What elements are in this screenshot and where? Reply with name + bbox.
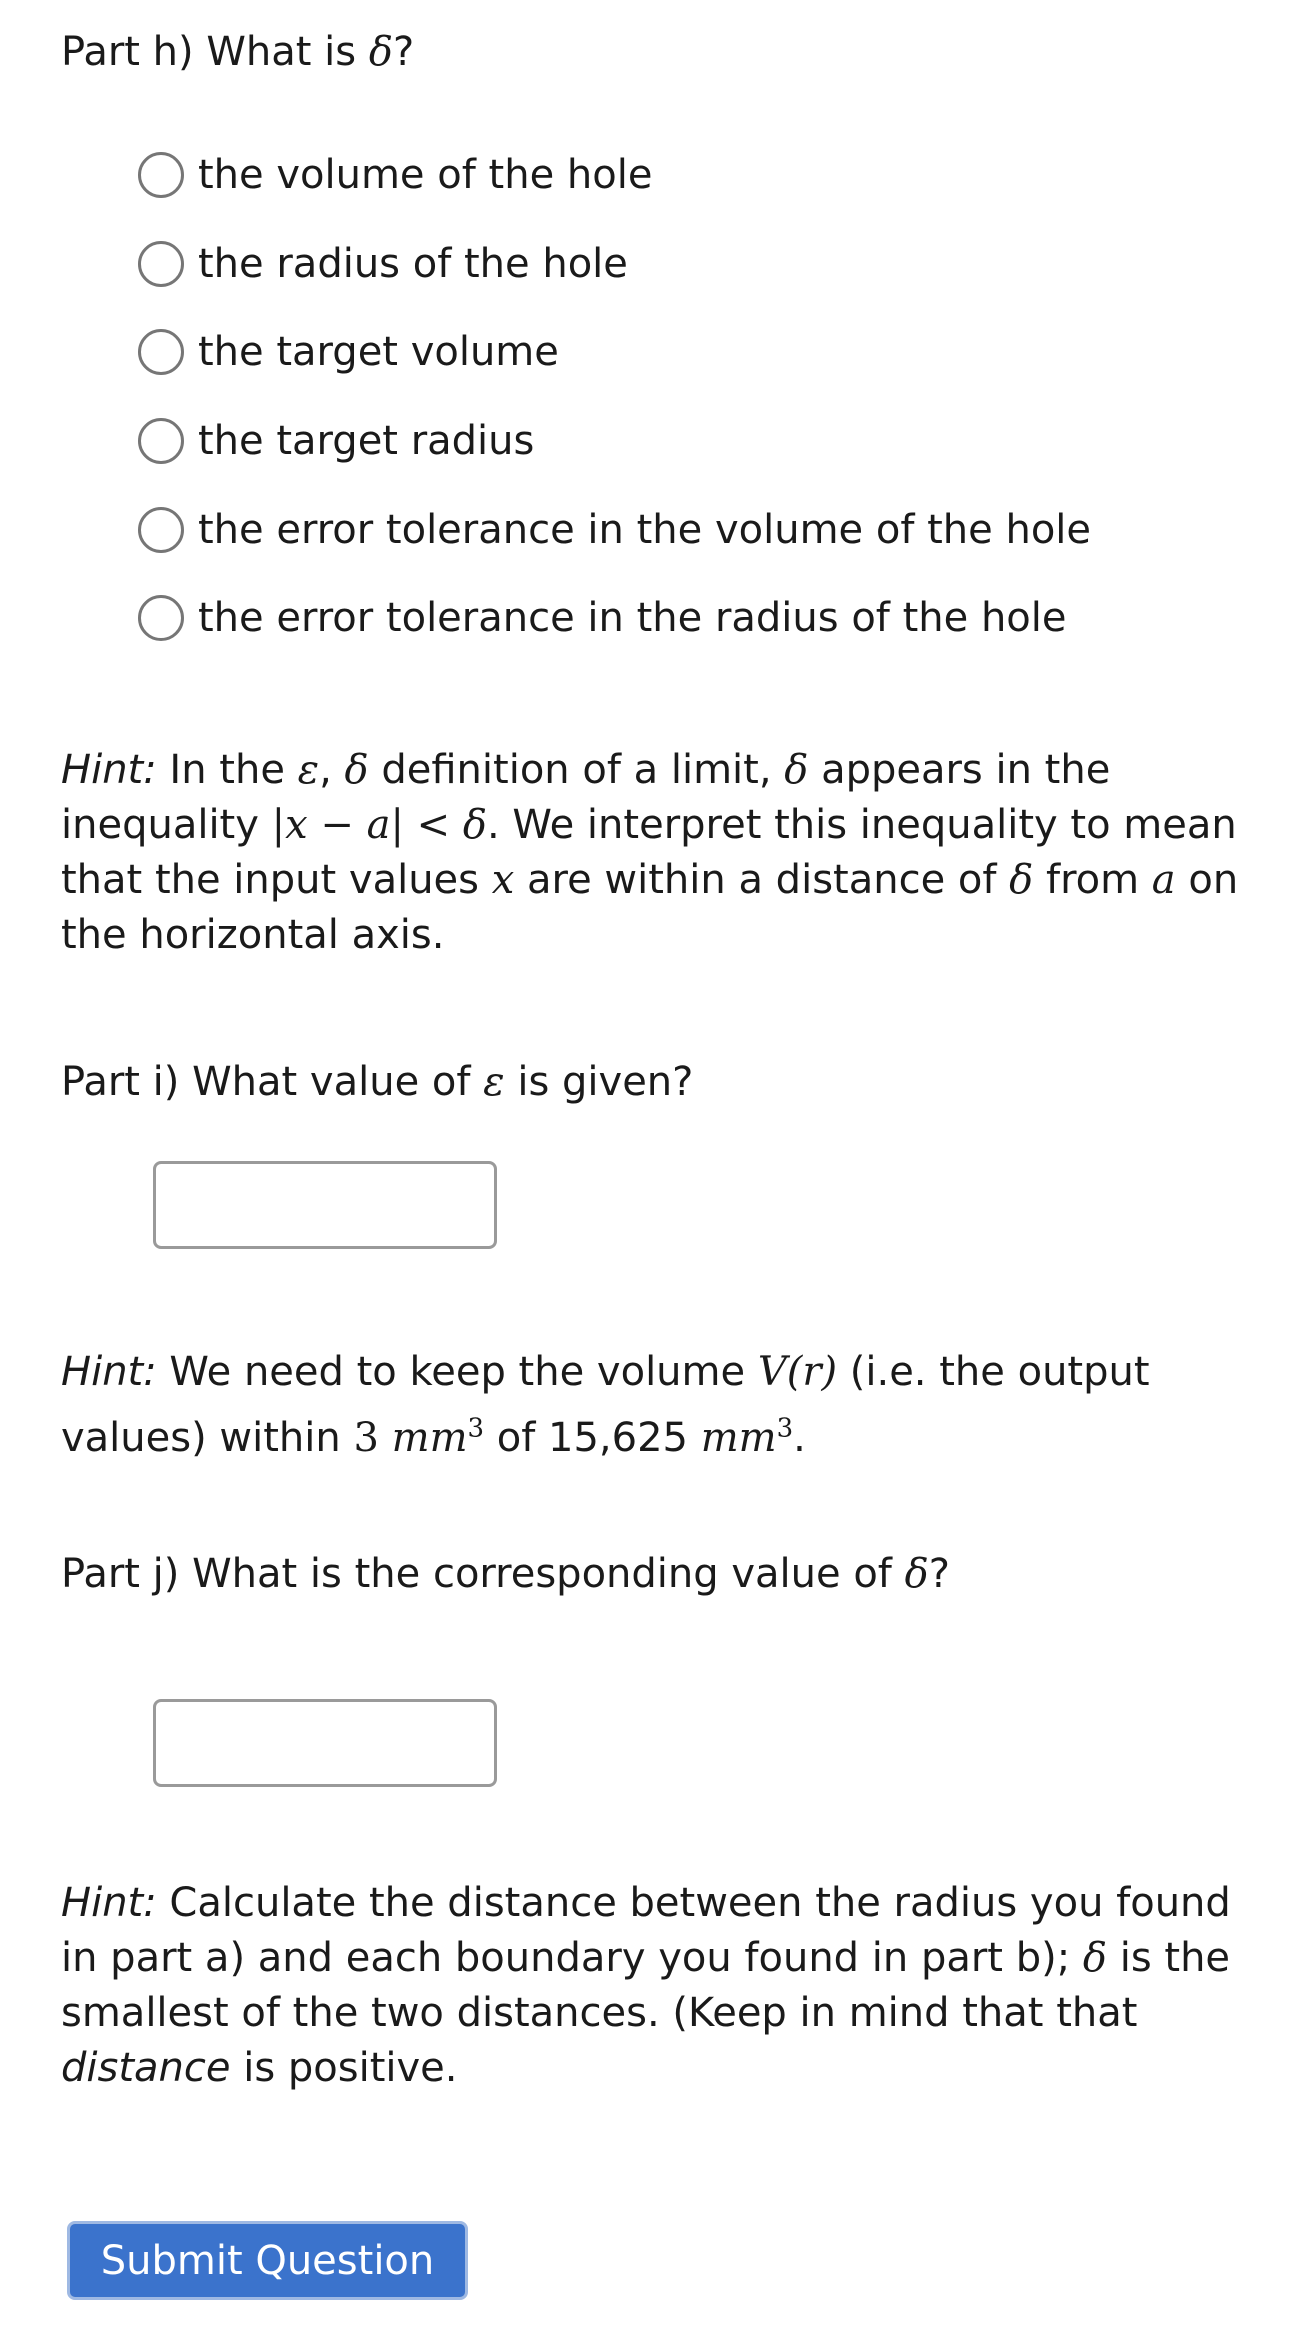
inequality: |x − a| < δ bbox=[271, 802, 487, 848]
delta-symbol: δ bbox=[368, 29, 393, 75]
hint-label: Hint: bbox=[61, 1880, 157, 1926]
option-label: the target volume bbox=[198, 329, 559, 376]
radio-button[interactable] bbox=[138, 329, 184, 375]
hint-part-j: Hint: Calculate the distance between the radius you found in part a) and each boundary you found in part b); δ is the smallest of the two distances. (Keep in mind that that distance is positive. bbox=[61, 1880, 1231, 2091]
volume-function: V(r) bbox=[757, 1349, 838, 1395]
radio-button[interactable] bbox=[138, 595, 184, 641]
part-h-prompt: Part h) What is δ? bbox=[61, 29, 415, 75]
delta-symbol: δ bbox=[904, 1551, 929, 1597]
radio-button[interactable] bbox=[138, 241, 184, 287]
hint-label: Hint: bbox=[61, 1349, 157, 1395]
hint-label: Hint: bbox=[61, 747, 157, 793]
option-label: the volume of the hole bbox=[198, 152, 653, 199]
option-label: the error tolerance in the radius of the hole bbox=[198, 595, 1067, 642]
part-i-answer-input[interactable] bbox=[153, 1161, 497, 1249]
submit-question-button[interactable]: Submit Question bbox=[67, 2221, 468, 2300]
option-target-volume[interactable] bbox=[138, 308, 1091, 397]
option-error-tolerance-volume[interactable] bbox=[138, 485, 1091, 574]
option-label: the error tolerance in the volume of the hole bbox=[198, 506, 1092, 553]
radio-button[interactable] bbox=[138, 152, 184, 198]
option-error-tolerance-radius[interactable] bbox=[138, 574, 1091, 663]
hint-part-i: Hint: We need to keep the volume V(r) (i.e. the output values) within 3 $mm^3$ of 15,625 $mm^3$. bbox=[61, 1349, 1150, 1461]
option-label: the radius of the hole bbox=[198, 240, 628, 287]
option-target-radius[interactable] bbox=[138, 397, 1091, 486]
part-j-prompt: Part j) What is the corresponding value of δ? bbox=[61, 1551, 950, 1597]
part-i-prompt: Part i) What value of ε is given? bbox=[61, 1059, 694, 1105]
option-volume-of-hole[interactable] bbox=[138, 131, 1091, 220]
radio-button[interactable] bbox=[138, 507, 184, 553]
option-label: the target radius bbox=[198, 418, 535, 465]
radio-button[interactable] bbox=[138, 418, 184, 464]
option-radius-of-hole[interactable] bbox=[138, 220, 1091, 309]
epsilon-symbol: ε bbox=[483, 1059, 505, 1105]
part-j-answer-input[interactable] bbox=[153, 1699, 497, 1787]
hint-part-h: Hint: In the ε, δ definition of a limit, δ appears in the inequality |x − a| < δ. We interpret this inequality to mean that the input values x are within a distance of δ from a on the horizontal axis. bbox=[61, 747, 1239, 958]
part-h-options bbox=[138, 131, 1091, 663]
